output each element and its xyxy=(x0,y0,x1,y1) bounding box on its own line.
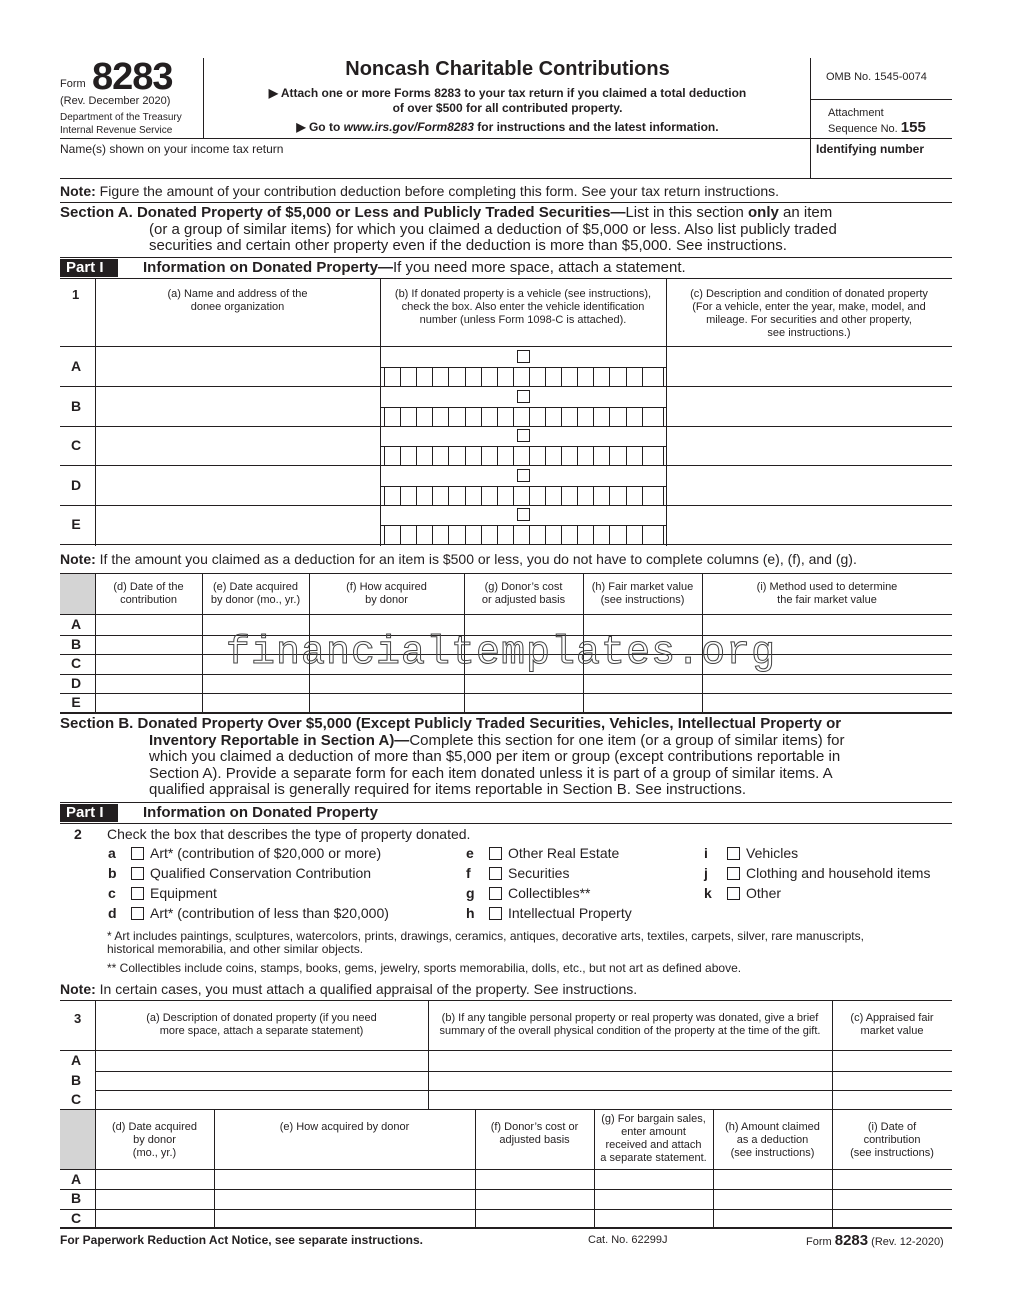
shaded-header-cell xyxy=(60,574,95,614)
option-letter-b: b xyxy=(108,865,117,881)
vin-digit-box[interactable] xyxy=(465,367,481,386)
vin-digit-box[interactable] xyxy=(384,367,400,386)
row-label: C xyxy=(70,1209,82,1226)
property-type-checkbox-b[interactable] xyxy=(131,867,144,880)
row-label: C xyxy=(70,1091,82,1108)
vin-digit-box[interactable] xyxy=(529,367,545,386)
vin-digit-box[interactable] xyxy=(384,446,400,465)
vin-digit-box[interactable] xyxy=(465,446,481,465)
property-description-field[interactable] xyxy=(667,466,952,504)
identifying-number-label: Identifying number xyxy=(816,142,924,156)
row-label: A xyxy=(70,358,82,374)
vin-digit-box[interactable] xyxy=(513,525,529,544)
vin-digit-box[interactable] xyxy=(497,486,513,505)
row-label: B xyxy=(70,1190,82,1207)
section-a-part-i-rest: If you need more space, attach a statement. xyxy=(393,259,686,276)
vin-digit-box[interactable] xyxy=(609,407,625,426)
note2-text: If the amount you claimed as a deduction for an item is $500 or less, you do not have to complete columns (e), (f), and (g). xyxy=(95,551,857,567)
section-b-part-i-badge: Part I xyxy=(60,804,118,822)
section-b-line2-rest: Complete this section for one item (or a group of similar items) for xyxy=(409,731,845,749)
b-col-g-header: (g) For bargain sales, enter amount received and attach a separate statement. xyxy=(600,1113,707,1164)
attachment-label: Attachment xyxy=(828,107,884,119)
donee-name-address-field[interactable] xyxy=(96,505,380,543)
vin-digit-box[interactable] xyxy=(416,486,432,505)
vehicle-checkbox[interactable] xyxy=(517,390,530,403)
section-b-line1: Section B. Donated Property Over $5,000 (Except Publicly Traded Securities, Vehicles, Intellectual Property or xyxy=(60,715,842,732)
property-type-checkbox-a[interactable] xyxy=(131,847,144,860)
dept-treasury: Department of the Treasury xyxy=(60,112,182,123)
sequence-number: 155 xyxy=(900,119,926,136)
vin-digit-box[interactable] xyxy=(481,446,497,465)
bargain-sale-amount-field[interactable] xyxy=(595,1170,713,1188)
vin-digit-box[interactable] xyxy=(448,407,464,426)
option-letter-a: a xyxy=(108,845,116,861)
b-contribution-date-field[interactable] xyxy=(833,1189,952,1207)
b-date-acquired-field[interactable] xyxy=(96,1209,214,1227)
option-letter-i: i xyxy=(704,845,708,861)
bargain-sale-amount-field[interactable] xyxy=(595,1209,713,1227)
b-donor-cost-field[interactable] xyxy=(476,1209,594,1227)
donor-cost-field[interactable] xyxy=(465,693,583,711)
col-d-header: (d) Date of the contribution xyxy=(113,581,184,606)
section-a-part-i-title xyxy=(143,259,686,276)
vin-digit-box[interactable] xyxy=(448,486,464,505)
donee-name-address-field[interactable] xyxy=(96,387,380,425)
note-label: Note: xyxy=(60,183,96,199)
vin-digit-box[interactable] xyxy=(513,446,529,465)
property-type-label-k: Other xyxy=(746,885,782,901)
vin-digit-box[interactable] xyxy=(448,367,464,386)
section-b-line3: which you claimed a deduction of more than $5,000 per item or group (except contributions reportable in xyxy=(149,748,841,765)
row-label: B xyxy=(70,1071,82,1088)
vehicle-checkbox[interactable] xyxy=(517,429,530,442)
property-description-field[interactable] xyxy=(96,1090,428,1108)
identifying-number-field[interactable] xyxy=(811,156,952,178)
vin-digit-box[interactable] xyxy=(384,407,400,426)
col-e-header: (e) Date acquired by donor (mo., yr.) xyxy=(210,581,301,606)
option-letter-f: f xyxy=(466,865,471,881)
section-a-line3: securities and certain other property even if the deduction is more than $5,000. See instructions. xyxy=(149,237,787,254)
contribution-date-field[interactable] xyxy=(96,635,202,653)
vin-digit-box[interactable] xyxy=(577,486,593,505)
note-figure-amount xyxy=(60,183,779,199)
b-how-acquired-field[interactable] xyxy=(215,1189,475,1207)
appraised-value-field[interactable] xyxy=(833,1071,952,1089)
contribution-date-field[interactable] xyxy=(96,654,202,672)
bargain-sale-amount-field[interactable] xyxy=(595,1189,713,1207)
form-revision: (Rev. December 2020) xyxy=(60,95,171,107)
vin-digit-box[interactable] xyxy=(577,446,593,465)
row-label: D xyxy=(70,476,82,493)
fair-market-value-field[interactable] xyxy=(584,674,702,692)
vin-digit-box[interactable] xyxy=(642,525,658,544)
property-type-label-g: Collectibles** xyxy=(508,885,591,901)
note-text: Figure the amount of your contribution deduction before completing this form. See your tax return instructions. xyxy=(95,183,780,199)
property-type-checkbox-j[interactable] xyxy=(727,867,740,880)
property-type-label-b: Qualified Conservation Contribution xyxy=(150,865,372,881)
b-col-f-header: (f) Donor’s cost or adjusted basis xyxy=(490,1121,579,1146)
line-2-number: 2 xyxy=(74,826,82,842)
col-g-header: (g) Donor’s cost or adjusted basis xyxy=(481,581,566,606)
vin-digit-box[interactable] xyxy=(609,486,625,505)
names-field[interactable] xyxy=(60,156,810,178)
contribution-date-field[interactable] xyxy=(96,615,202,633)
property-type-label-a: Art* (contribution of $20,000 or more) xyxy=(150,845,382,861)
section-a-line2: (or a group of similar items) for which you claimed a deduction of $5,000 or less. Also list publicly traded xyxy=(149,220,837,238)
vin-digit-box[interactable] xyxy=(432,525,448,544)
vehicle-checkbox[interactable] xyxy=(517,350,530,363)
form-number: 8283 xyxy=(92,56,173,98)
b-col-e-header: (e) How acquired by donor xyxy=(279,1121,410,1133)
date-acquired-field[interactable] xyxy=(203,693,309,711)
property-description-field[interactable] xyxy=(667,387,952,425)
property-description-field[interactable] xyxy=(667,505,952,543)
vin-digit-box[interactable] xyxy=(545,446,561,465)
col-b-header: (b) If donated property is a vehicle (see instructions), check the box. Also enter the vehicle identification number (unless Form 1098-C is attached). xyxy=(394,288,652,326)
art-footnote-2: historical memorabilia, and other similar objects. xyxy=(107,942,364,956)
col-c-header: (c) Description and condition of donated property (For a vehicle, enter the year, make, model, and mileage. For securities and other property, see instructions.) xyxy=(690,288,928,339)
how-acquired-field[interactable] xyxy=(310,693,464,711)
condition-summary-field[interactable] xyxy=(429,1071,832,1089)
vin-digit-box[interactable] xyxy=(448,446,464,465)
vin-digit-box[interactable] xyxy=(561,407,577,426)
section-a-part-i-badge: Part I xyxy=(60,259,118,277)
b-date-acquired-field[interactable] xyxy=(96,1170,214,1188)
b-how-acquired-field[interactable] xyxy=(215,1209,475,1227)
vin-digit-box[interactable] xyxy=(593,486,609,505)
vin-digit-box[interactable] xyxy=(545,486,561,505)
vin-digit-box[interactable] xyxy=(529,407,545,426)
property-description-field[interactable] xyxy=(667,426,952,464)
footer-form-number: 8283 xyxy=(834,1232,869,1249)
option-letter-k: k xyxy=(704,885,712,901)
section-a-only: only xyxy=(748,204,779,221)
option-letter-c: c xyxy=(108,885,116,901)
vin-digit-box[interactable] xyxy=(609,446,625,465)
section-a-line1 xyxy=(60,205,960,222)
vin-digit-box[interactable] xyxy=(609,367,625,386)
vin-digit-box[interactable] xyxy=(416,407,432,426)
row-label: E xyxy=(71,516,81,533)
amount-claimed-field[interactable] xyxy=(714,1189,832,1207)
section-b-line2-bold: Inventory Reportable in Section A)— xyxy=(149,731,410,749)
section-b-heading xyxy=(60,716,970,799)
vin-digit-box[interactable] xyxy=(626,525,642,544)
vin-digit-box[interactable] xyxy=(432,407,448,426)
col-f-header: (f) How acquired by donor xyxy=(346,581,427,606)
art-footnote xyxy=(107,930,864,956)
vin-digit-box[interactable] xyxy=(432,486,448,505)
vin-digit-box[interactable] xyxy=(626,407,642,426)
donee-name-address-field[interactable] xyxy=(96,466,380,504)
note3-text: In certain cases, you must attach a qualified appraisal of the property. See instructions. xyxy=(95,981,638,997)
vin-digit-box[interactable] xyxy=(432,446,448,465)
section-a-title-rest: List in this section xyxy=(625,204,749,221)
vin-digit-box[interactable] xyxy=(465,407,481,426)
option-letter-j: j xyxy=(704,865,708,881)
appraised-value-field[interactable] xyxy=(833,1090,952,1108)
vin-digit-box[interactable] xyxy=(593,407,609,426)
section-b-line5: qualified appraisal is generally required for items reportable in Section B. See instructions. xyxy=(149,781,746,798)
vin-digit-box[interactable] xyxy=(497,446,513,465)
catalog-number: Cat. No. 62299J xyxy=(588,1234,668,1246)
property-type-checkbox-e[interactable] xyxy=(489,847,502,860)
vin-digit-box[interactable] xyxy=(400,525,416,544)
vin-digit-box[interactable] xyxy=(416,446,432,465)
shaded-header-cell-b xyxy=(60,1110,95,1169)
vin-digit-box[interactable] xyxy=(513,367,529,386)
appraised-value-field[interactable] xyxy=(833,1051,952,1069)
property-type-checkbox-k[interactable] xyxy=(727,887,740,900)
vin-digit-box[interactable] xyxy=(497,407,513,426)
vin-digit-box[interactable] xyxy=(481,367,497,386)
b-col-d-header: (d) Date acquired by donor (mo., yr.) xyxy=(112,1121,197,1159)
art-footnote-1: * Art includes paintings, sculptures, watercolors, prints, drawings, ceramics, antiques, decorative arts, textiles, carpets, silver, rare manuscripts, xyxy=(107,929,864,943)
option-letter-h: h xyxy=(466,905,475,921)
b-date-acquired-field[interactable] xyxy=(96,1189,214,1207)
property-description-field[interactable] xyxy=(667,347,952,385)
row-label: B xyxy=(70,397,82,414)
donee-name-address-field[interactable] xyxy=(96,426,380,464)
line-3-number: 3 xyxy=(74,1011,82,1026)
vin-digit-box[interactable] xyxy=(577,367,593,386)
line-2-text: Check the box that describes the type of property donated. xyxy=(107,826,471,842)
row-label: C xyxy=(70,437,82,454)
fair-market-value-field[interactable] xyxy=(584,693,702,711)
irs-label: Internal Revenue Service xyxy=(60,125,173,136)
vehicle-checkbox[interactable] xyxy=(517,469,530,482)
b-col-i-header: (i) Date of contribution (see instructions) xyxy=(850,1121,934,1159)
vin-digit-box[interactable] xyxy=(497,367,513,386)
col-h-header: (h) Fair market value (see instructions) xyxy=(591,581,694,606)
property-type-checkbox-i[interactable] xyxy=(727,847,740,860)
vin-digit-box[interactable] xyxy=(529,486,545,505)
vin-digit-box[interactable] xyxy=(545,407,561,426)
condition-summary-field[interactable] xyxy=(429,1090,832,1108)
property-type-checkbox-h[interactable] xyxy=(489,907,502,920)
footer-revision: (Rev. 12-2020) xyxy=(871,1236,944,1248)
vin-digit-box[interactable] xyxy=(529,525,545,544)
vin-digit-box[interactable] xyxy=(465,486,481,505)
vin-digit-box[interactable] xyxy=(481,486,497,505)
vin-digit-box[interactable] xyxy=(384,525,400,544)
vin-digit-box[interactable] xyxy=(400,446,416,465)
vin-digit-box[interactable] xyxy=(609,525,625,544)
b-col-c-header: (c) Appraised fair market value xyxy=(850,1012,934,1037)
vin-digit-box[interactable] xyxy=(626,486,642,505)
fmv-method-field[interactable] xyxy=(703,674,952,692)
vin-digit-box[interactable] xyxy=(642,407,658,426)
contribution-date-field[interactable] xyxy=(96,693,202,711)
line-1-number: 1 xyxy=(72,287,80,302)
section-b-line2 xyxy=(60,733,970,750)
vin-digit-box[interactable] xyxy=(545,367,561,386)
section-a-line1-end: an item xyxy=(778,204,833,221)
donee-name-address-field[interactable] xyxy=(96,347,380,385)
vin-digit-box[interactable] xyxy=(626,446,642,465)
row-label: D xyxy=(70,674,82,691)
note-500-or-less xyxy=(60,551,857,567)
vin-digit-box[interactable] xyxy=(593,446,609,465)
amount-claimed-field[interactable] xyxy=(714,1170,832,1188)
vin-digit-box[interactable] xyxy=(642,446,658,465)
property-type-checkbox-f[interactable] xyxy=(489,867,502,880)
vin-digit-box[interactable] xyxy=(577,525,593,544)
vin-digit-box[interactable] xyxy=(513,407,529,426)
section-b-part-i-title: Information on Donated Property xyxy=(143,804,379,821)
irs-url-link[interactable]: www.irs.gov/Form8283 xyxy=(343,120,474,134)
contribution-date-field[interactable] xyxy=(96,674,202,692)
note-appraisal xyxy=(60,981,637,997)
attach-instruction: ▶ Attach one or more Forms 8283 to your tax return if you claimed a total deduction xyxy=(268,86,747,100)
property-type-label-h: Intellectual Property xyxy=(508,905,632,921)
vin-digit-box[interactable] xyxy=(561,367,577,386)
b-how-acquired-field[interactable] xyxy=(215,1170,475,1188)
b-col-h-header: (h) Amount claimed as a deduction (see instructions) xyxy=(725,1121,820,1159)
vin-digit-box[interactable] xyxy=(593,367,609,386)
section-a-title: Section A. Donated Property of $5,000 or Less and Publicly Traded Securities— xyxy=(60,204,626,221)
amount-claimed-field[interactable] xyxy=(714,1209,832,1227)
option-letter-e: e xyxy=(466,845,474,861)
omb-number: OMB No. 1545-0074 xyxy=(826,71,927,83)
b-col-b-header: (b) If any tangible personal property or real property was donated, give a brief summary of the overall physical condition of the property at the time of the gift. xyxy=(439,1012,821,1037)
property-description-field[interactable] xyxy=(96,1071,428,1089)
collectibles-footnote: ** Collectibles include coins, stamps, books, gems, jewelry, sports memorabilia, dolls, etc., but not art as defined above. xyxy=(107,961,742,975)
vin-digit-box[interactable] xyxy=(626,367,642,386)
vin-digit-box[interactable] xyxy=(513,486,529,505)
fmv-method-field[interactable] xyxy=(703,693,952,711)
property-type-label-d: Art* (contribution of less than $20,000) xyxy=(150,905,389,921)
attach-instruction-2: of over $500 for all contributed property. xyxy=(392,101,623,115)
vin-digit-box[interactable] xyxy=(561,525,577,544)
property-type-label-j: Clothing and household items xyxy=(746,865,931,881)
property-type-checkbox-g[interactable] xyxy=(489,887,502,900)
vin-digit-box[interactable] xyxy=(529,446,545,465)
footer-form-label: Form xyxy=(806,1236,832,1248)
row-label: C xyxy=(70,655,82,672)
form-label: Form xyxy=(60,78,86,90)
property-description-field[interactable] xyxy=(96,1051,428,1069)
section-b-line4: Section A). Provide a separate form for each item donated unless it is part of a group of similar items. A xyxy=(149,764,833,782)
vin-digit-box[interactable] xyxy=(384,486,400,505)
form-title: Noncash Charitable Contributions xyxy=(345,58,670,80)
property-type-label-c: Equipment xyxy=(150,885,217,901)
goto-prefix: ▶ Go to xyxy=(296,120,344,134)
option-letter-d: d xyxy=(108,905,117,921)
row-label: E xyxy=(71,694,81,711)
b-col-a-header: (a) Description of donated property (if you need more space, attach a separate statement) xyxy=(146,1012,377,1037)
vin-digit-box[interactable] xyxy=(481,407,497,426)
property-type-label-e: Other Real Estate xyxy=(508,845,620,861)
col-i-header: (i) Method used to determine the fair market value xyxy=(756,581,898,606)
property-type-label-i: Vehicles xyxy=(746,845,799,861)
vin-digit-box[interactable] xyxy=(593,525,609,544)
section-a-heading xyxy=(60,205,960,255)
note2-label: Note: xyxy=(60,551,96,567)
row-label: A xyxy=(70,1171,82,1187)
vin-digit-box[interactable] xyxy=(400,486,416,505)
vin-digit-box[interactable] xyxy=(642,486,658,505)
vin-digit-box[interactable] xyxy=(448,525,464,544)
vin-digit-box[interactable] xyxy=(416,525,432,544)
goto-instruction xyxy=(210,120,805,134)
vin-digit-box[interactable] xyxy=(481,525,497,544)
watermark: financialtemplates.org xyxy=(226,631,777,676)
how-acquired-field[interactable] xyxy=(310,674,464,692)
property-type-checkbox-c[interactable] xyxy=(131,887,144,900)
vin-digit-box[interactable] xyxy=(465,525,481,544)
vin-digit-box[interactable] xyxy=(400,367,416,386)
b-contribution-date-field[interactable] xyxy=(833,1170,952,1188)
row-label: B xyxy=(70,635,82,652)
names-field-label: Name(s) shown on your income tax return xyxy=(60,142,284,156)
vin-digit-box[interactable] xyxy=(432,367,448,386)
vehicle-checkbox[interactable] xyxy=(517,508,530,521)
row-label: A xyxy=(70,1052,82,1068)
note3-label: Note: xyxy=(60,981,96,997)
vin-digit-box[interactable] xyxy=(497,525,513,544)
vin-digit-box[interactable] xyxy=(577,407,593,426)
date-acquired-field[interactable] xyxy=(203,674,309,692)
condition-summary-field[interactable] xyxy=(429,1051,832,1069)
vin-digit-box[interactable] xyxy=(561,486,577,505)
b-donor-cost-field[interactable] xyxy=(476,1189,594,1207)
section-a-part-i-bold: Information on Donated Property— xyxy=(143,259,394,276)
property-type-checkbox-d[interactable] xyxy=(131,907,144,920)
option-letter-g: g xyxy=(466,885,475,901)
goto-suffix: for instructions and the latest information. xyxy=(473,120,719,134)
sequence-label xyxy=(828,119,926,136)
donor-cost-field[interactable] xyxy=(465,674,583,692)
sequence-text: Sequence No. xyxy=(828,123,898,135)
row-label: A xyxy=(70,616,82,632)
b-contribution-date-field[interactable] xyxy=(833,1209,952,1227)
vin-digit-box[interactable] xyxy=(642,367,658,386)
vin-digit-box[interactable] xyxy=(545,525,561,544)
b-donor-cost-field[interactable] xyxy=(476,1170,594,1188)
vin-digit-box[interactable] xyxy=(561,446,577,465)
vin-digit-box[interactable] xyxy=(416,367,432,386)
property-type-label-f: Securities xyxy=(508,865,570,881)
paperwork-notice: For Paperwork Reduction Act Notice, see separate instructions. xyxy=(60,1233,423,1247)
footer-form xyxy=(806,1232,944,1249)
col-a-header: (a) Name and address of the donee organization xyxy=(167,288,308,313)
vin-digit-box[interactable] xyxy=(400,407,416,426)
